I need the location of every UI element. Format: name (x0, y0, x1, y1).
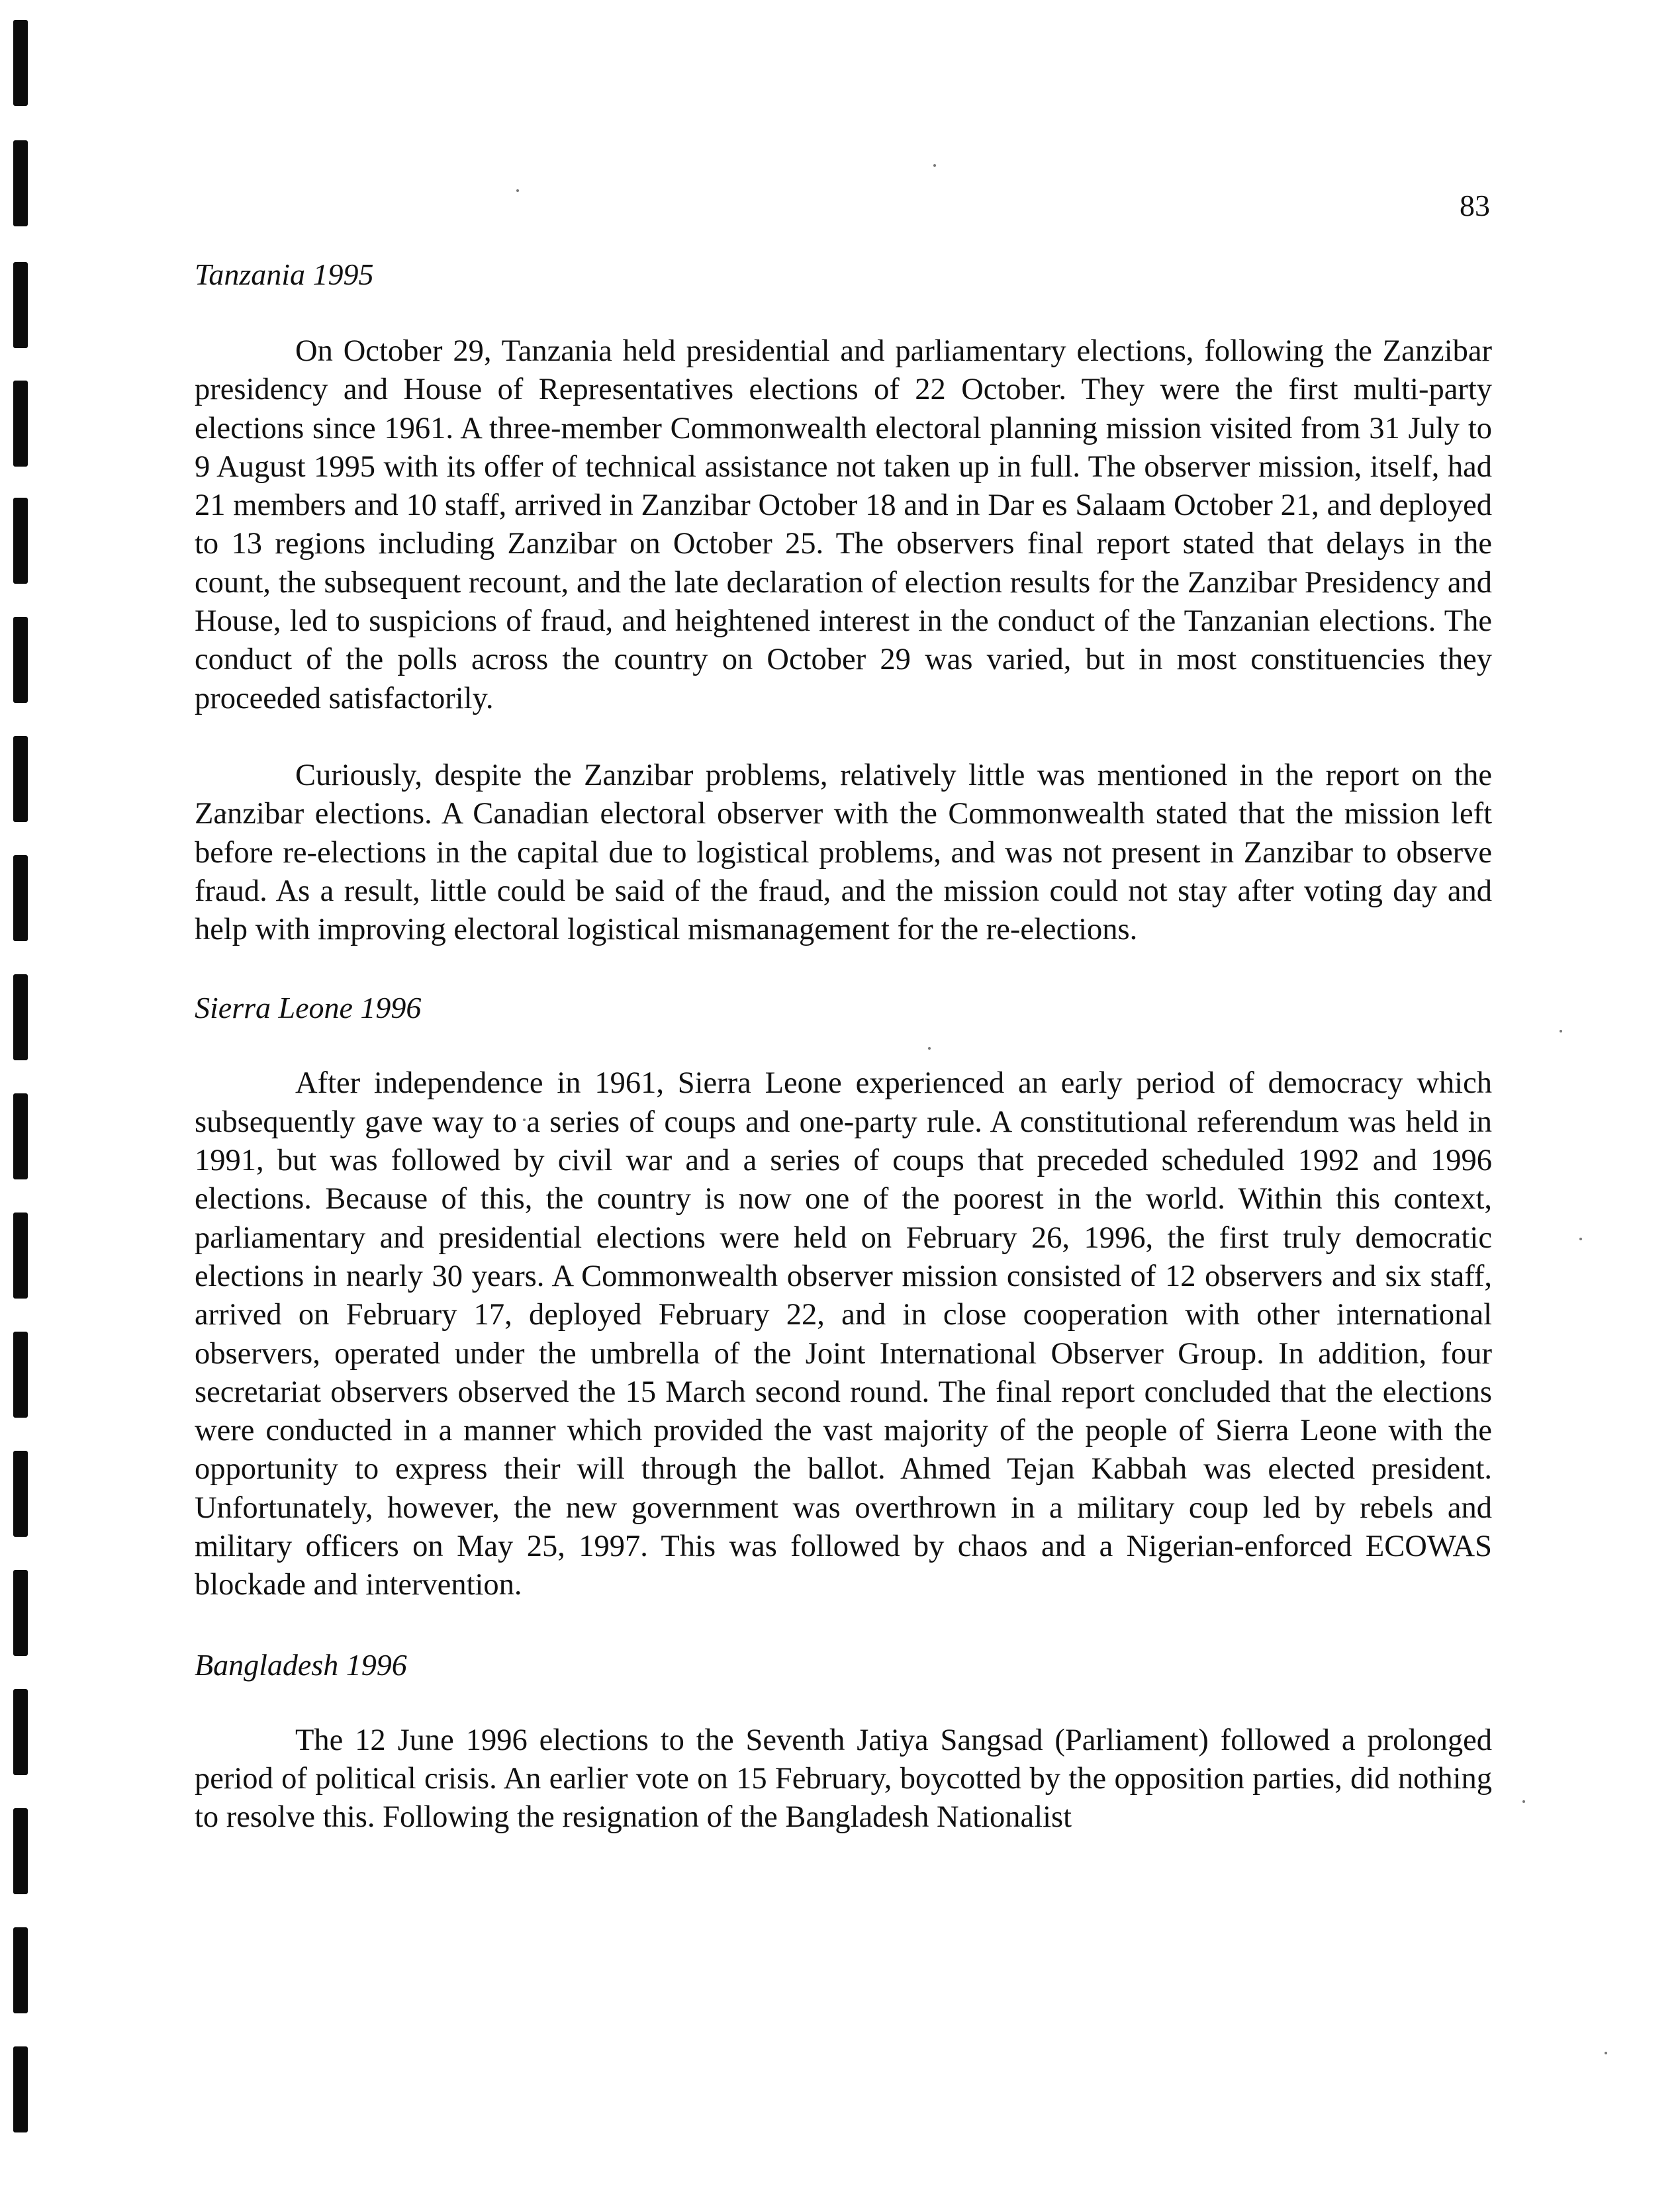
binding-hole-mark (13, 262, 28, 348)
binding-hole-mark (13, 1689, 28, 1775)
scan-speck (1522, 1800, 1525, 1803)
paragraph: Curiously, despite the Zanzibar problems, relatively little was mentioned in the report on the Zanzibar elections. A Canadian electoral observer with the Commonwealth stated that the mission left before re-elections in the capital due to logistical problems, and was not present in Zanzibar to observe fraud. As a result, little could be said of the fraud, and the mission could not stay after voting day and help with improving electoral logistical mismanagement for the re-elections. (195, 758, 1492, 947)
section-heading: Sierra Leone 1996 (195, 991, 422, 1025)
document-body (195, 255, 1492, 1837)
binding-hole-mark (13, 974, 28, 1060)
paragraph: On October 29, Tanzania held presidential and parliamentary elections, following the Zanzibar presidency and House of Representatives elections of 22 October. They were the first multi-party elections since 1961. A three-member Commonwealth electoral planning mission visited from 31 July to 9 August 1995 with its offer of technical assistance not taken up in full. The observer mission, itself, had 21 members and 10 staff, arrived in Zanzibar October 18 and in Dar es Salaam October 21, and deployed to 13 regions including Zanzibar on October 25. The observers final report stated that delays in the count, the subsequent recount, and the late declaration of election results for the Zanzibar Presidency and House, led to suspicions of fraud, and heightened interest in the conduct of the Tanzanian elections. The conduct of the polls across the country on October 29 was varied, but in most constituencies they proceeded satisfactorily. (195, 334, 1492, 715)
scan-speck (1605, 2052, 1607, 2054)
binding-hole-mark (13, 140, 28, 226)
page-number: 83 (1460, 189, 1490, 222)
section-heading: Bangladesh 1996 (195, 1647, 407, 1682)
binding-hole-mark (13, 617, 28, 703)
paragraph: The 12 June 1996 elections to the Seventh Jatiya Sangsad (Parliament) followed a prolonged period of political crisis. An earlier vote on 15 February, boycotted by the opposition parties, did nothing to resolve this. Following the resignation of the Bangladesh Nationalist (195, 1723, 1492, 1835)
binding-hole-mark (13, 855, 28, 941)
binding-hole-mark (13, 20, 28, 106)
binding-hole-mark (13, 1451, 28, 1537)
binding-hole-mark (13, 1213, 28, 1299)
binding-hole-mark (13, 1332, 28, 1418)
scan-speck (933, 164, 936, 167)
binding-hole-mark (13, 381, 28, 467)
binding-hole-mark (13, 1093, 28, 1179)
scan-speck (516, 189, 519, 192)
section-heading: Tanzania 1995 (195, 257, 374, 291)
binding-hole-mark (13, 1808, 28, 1894)
binding-hole-mark (13, 736, 28, 822)
binding-hole-mark (13, 1927, 28, 2013)
scan-speck (1579, 1238, 1582, 1240)
paragraph: After independence in 1961, Sierra Leone experienced an early period of democracy which subsequently gave way to a series of coups and one-party rule. A constitutional referendum was held in 1991, but was followed by civil war and a series of coups that preceded scheduled 1992 and 1996 elections. Because of this, the country is now one of the poorest in the world. Within this context, parliamentary and presidential elections were held on February 26, 1996, the first truly democratic elections in nearly 30 years. A Commonwealth observer mission consisted of 12 observers and six staff, arrived on February 17, deployed February 22, and in close cooperation with other international observers, operated under the umbrella of the Joint International Observer Group. In addition, four secretariat observers observed the 15 March second round. The final report concluded that the elections were conducted in a manner which provided the vast majority of the people of Sierra Leone with the opportunity to express their will through the ballot. Ahmed Tejan Kabbah was elected president. Unfortunately, however, the new government was overthrown in a military coup led by rebels and military officers on May 25, 1997. This was followed by chaos and a Nigerian-enforced ECOWAS blockade and intervention. (195, 1066, 1492, 1602)
binding-hole-mark (13, 2046, 28, 2132)
binding-hole-mark (13, 498, 28, 584)
binding-hole-mark (13, 1570, 28, 1656)
binding-marks (13, 0, 29, 2198)
scan-speck (1560, 1030, 1562, 1032)
